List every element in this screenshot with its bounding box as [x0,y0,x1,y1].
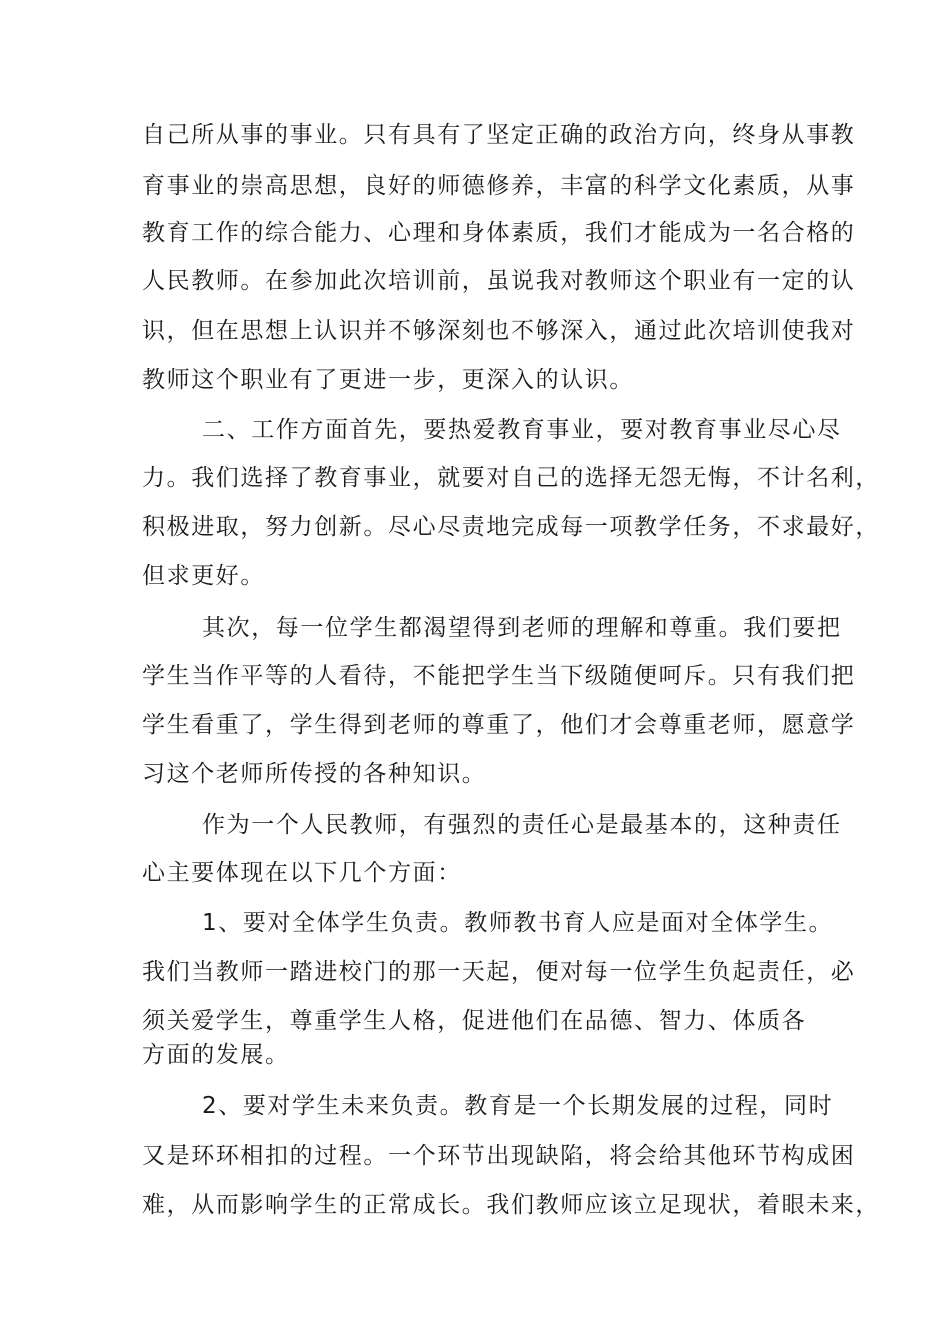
text-line: 方面的发展。 [142,1042,290,1068]
text-line: 学生看重了，学生得到老师的尊重了，他们才会尊重老师，愿意学 [142,712,856,738]
text-line: 教师这个职业有了更进一步，更深入的认识。 [142,367,634,393]
text-line: 心主要体现在以下几个方面： [142,860,462,886]
text-line: 育事业的崇高思想，良好的师德修养，丰富的科学文化素质，从事 [142,173,856,199]
text-line: 教育工作的综合能力、心理和身体素质，我们才能成为一名合格的 [142,220,856,246]
text-line: 须关爱学生，尊重学生人格，促进他们在品德、智力、体质各 [142,1008,807,1034]
paragraph-first-line: 作为一个人民教师，有强烈的责任心是最基本的，这种责任 [202,812,842,838]
paragraph-first-line: 1、要对全体学生负责。教师教书育人应是面对全体学生。 [202,910,834,936]
text-line: 积极进取，努力创新。尽心尽责地完成每一项教学任务，不求最好， [142,514,880,540]
text-line: 但求更好。 [142,563,265,589]
text-line: 自己所从事的事业。只有具有了坚定正确的政治方向，终身从事教 [142,122,856,148]
text-line: 力。我们选择了教育事业，就要对自己的选择无怨无悔，不计名利， [142,465,880,491]
text-line: 习这个老师所传授的各种知识。 [142,761,487,787]
text-line: 又是环环相扣的过程。一个环节出现缺陷，将会给其他环节构成困 [142,1143,856,1169]
text-line: 学生当作平等的人看待，不能把学生当下级随便呵斥。只有我们把 [142,663,856,689]
paragraph-first-line: 其次，每一位学生都渴望得到老师的理解和尊重。我们要把 [202,615,842,641]
text-line: 我们当教师一踏进校门的那一天起，便对每一位学生负起责任，必 [142,959,856,985]
paragraph-first-line: 二、工作方面首先，要热爱教育事业，要对教育事业尽心尽 [202,417,842,443]
paragraph-first-line: 2、要对学生未来负责。教育是一个长期发展的过程，同时 [202,1093,834,1119]
text-line: 难，从而影响学生的正常成长。我们教师应该立足现状，着眼未来， [142,1192,880,1218]
text-line: 人民教师。在参加此次培训前，虽说我对教师这个职业有一定的认 [142,268,856,294]
text-line: 识，但在思想上认识并不够深刻也不够深入，通过此次培训使我对 [142,318,856,344]
